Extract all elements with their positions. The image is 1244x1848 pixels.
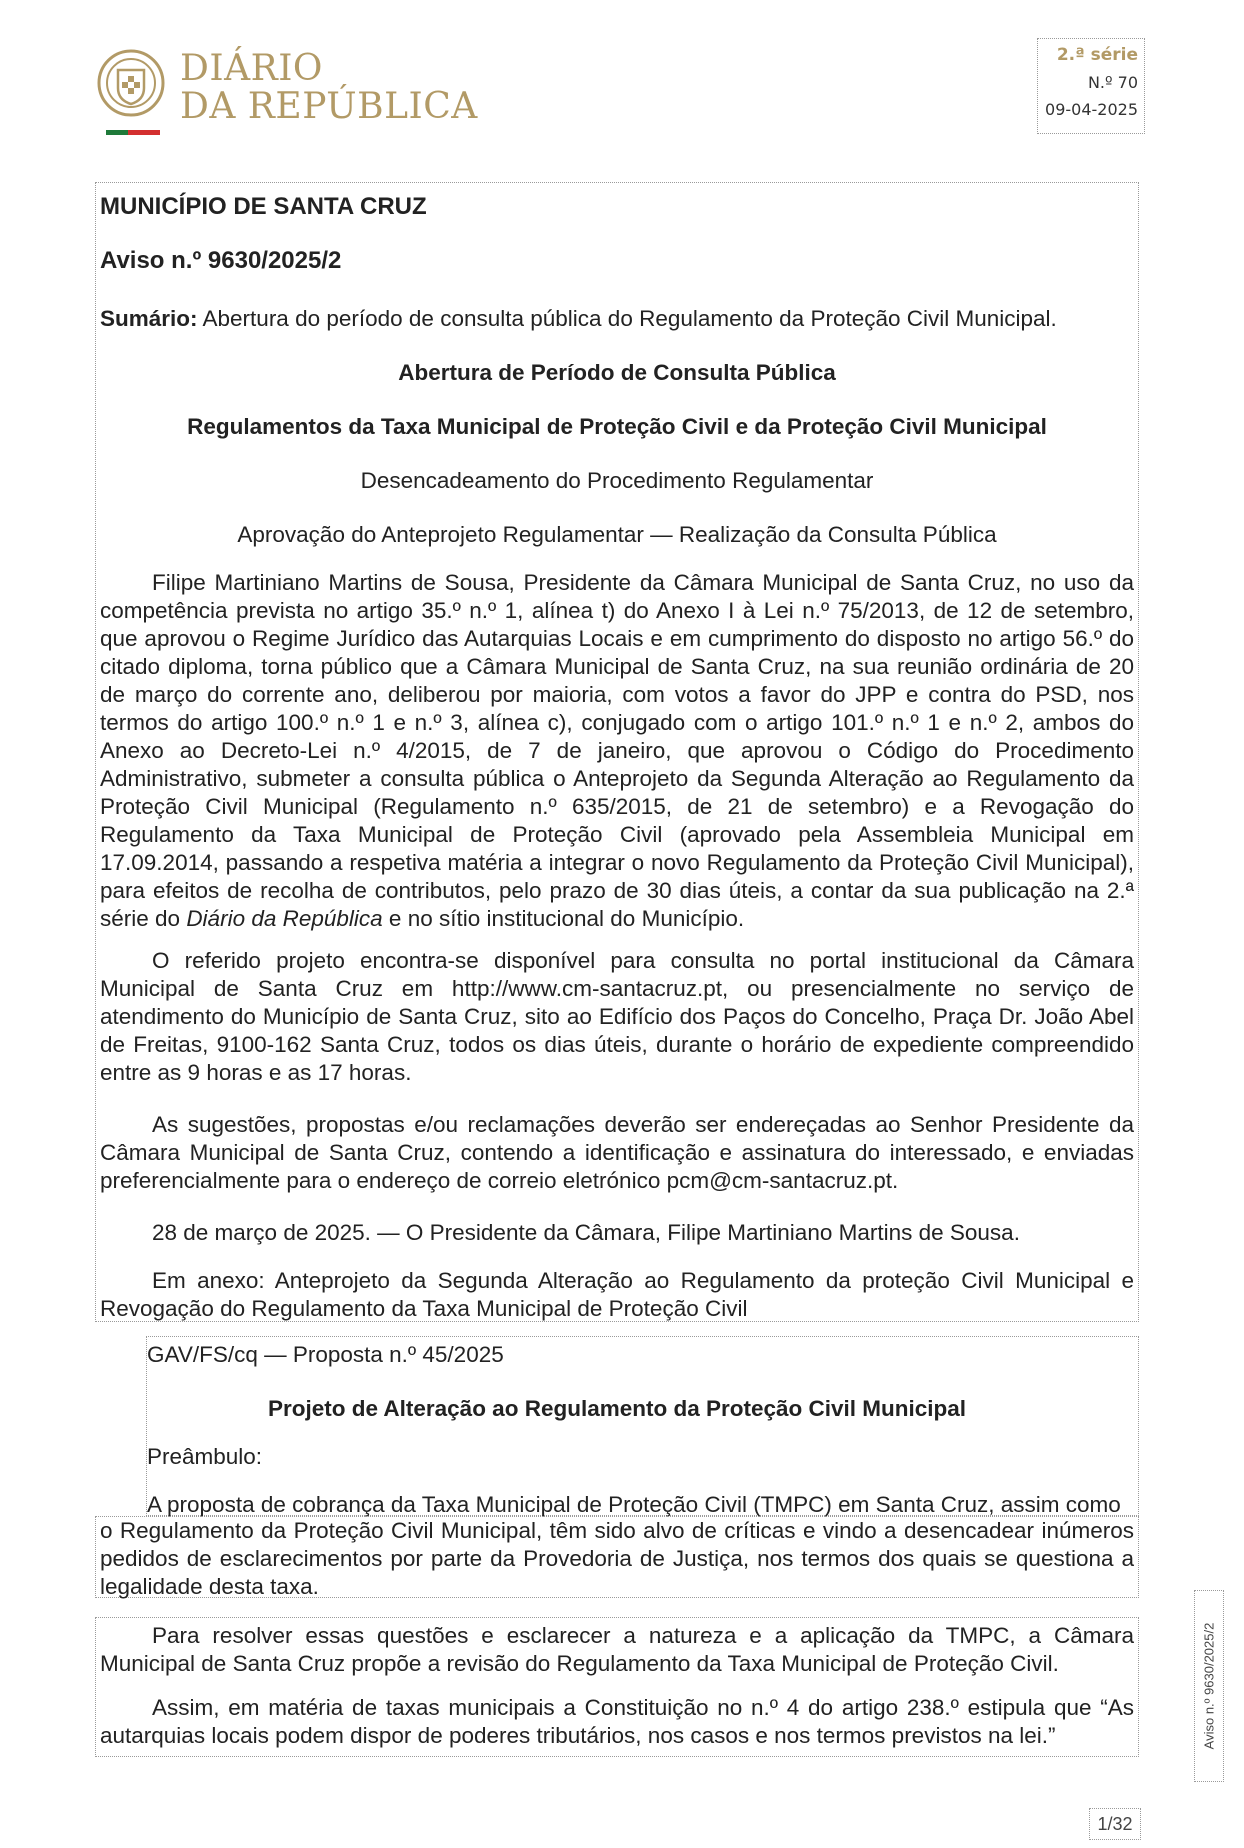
project-title: Projeto de Alteração ao Regulamento da Proteção Civil Municipal [267, 1396, 967, 1421]
notice-number: Aviso n.º 9630/2025/2 [100, 247, 342, 274]
issue-date: 09-04-2025 [1045, 100, 1138, 119]
paragraph-5-annex: Em anexo: Anteprojeto da Segunda Alteração ao Regulamento da proteção Civil Municipal e Revogação do Regulamento da Taxa Municipal de Proteção Civil [100, 1268, 1134, 1321]
brand-name: DIÁRIO DA REPÚBLICA [180, 48, 478, 127]
paragraph-2: O referido projeto encontra-se disponível para consulta no portal institucional da Câmara Municipal de Santa Cruz em http://www.cm-santacruz.pt, ou presencialmente no serviço de atendimento do Município de Santa Cruz, sito ao Edifício dos Paços do Concelho, Praça Dr. João Abel de Freitas, 9100-162 Santa Cruz, todos os dias úteis, durante o horário de expediente compreendido entre as 9 horas e as 17 horas. [100, 948, 1134, 1085]
section-title-1: Abertura de Período de Consulta Pública [398, 360, 836, 385]
preamble-label: Preâmbulo: [147, 1444, 263, 1469]
summary-text: Abertura do período de consulta pública do Regulamento da Proteção Civil Municipal. [197, 306, 1057, 331]
section-title-2: Regulamentos da Taxa Municipal de Proteção Civil e da Proteção Civil Municipal [187, 414, 1047, 439]
flag-stripe [106, 122, 160, 127]
paragraph-3: As sugestões, propostas e/ou reclamações deverão ser endereçadas ao Senhor Presidente da Câmara Municipal de Santa Cruz, contendo a identificação e assinatura do interessado, e enviadas preferencialmente para o endereço de correio eletrónico pcm@cm-santacruz.pt. [100, 1112, 1134, 1193]
edition-info [1037, 38, 1145, 134]
preamble-block-2 [95, 1617, 1139, 1757]
reference-line: GAV/FS/cq — Proposta n.º 45/2025 [147, 1342, 504, 1367]
series-label: 2.ª série [1056, 45, 1138, 65]
paragraph-1: Filipe Martiniano Martins de Sousa, Presidente da Câmara Municipal de Santa Cruz, no uso da competência prevista no artigo 35.º n.º 1, alínea t) do Anexo I à Lei n.º 75/2013, de 12 de setembro, que aprovou o Regime Jurídico das Autarquias Locais e em cumprimento do disposto no artigo 56.º do citado diploma, torna público que a Câmara Municipal de Santa Cruz, na sua reunião ordinária de 20 de março do corrente ano, deliberou por maioria, com votos a favor do JPP e contra do PSD, nos termos do artigo 100.º n.º 1 e n.º 3, alínea c), conjugado com o artigo 101.º n.º 1 e n.º 2, ambos do Anexo ao Decreto-Lei n.º 4/2015, de 7 de janeiro, que aprovou o Código do Procedimento Administrativo, submeter a consulta pública o Anteprojeto da Segunda Alteração ao Regulamento da Proteção Civil Municipal (Regulamento n.º 635/2015, de 21 de setembro) e a Revogação do Regulamento da Taxa Municipal de Proteção Civil (aprovado pela Assembleia Municipal em 17.09.2014, passando a respetiva matéria a integrar o novo Regulamento da Proteção Civil Municipal), para efeitos de recolha de contributos, pelo prazo de 30 dias úteis, a contar da sua publicação na 2.ª série do Diário da República e no sítio institucional do Município. [100, 570, 1134, 931]
preamble-continuation-block [95, 1516, 1139, 1598]
paragraph-6-first-line: A proposta de cobrança da Taxa Municipal de Proteção Civil (TMPC) em Santa Cruz, assim como [147, 1492, 1121, 1517]
subtitle-1: Desencadeamento do Procedimento Regulamentar [360, 468, 874, 493]
side-reference-label: Aviso n.º 9630/2025/2 [1194, 1590, 1224, 1782]
paragraph-7: Para resolver essas questões e esclarecer a natureza e a aplicação da TMPC, a Câmara Municipal de Santa Cruz propõe a revisão do Regulamento da Taxa Municipal de Proteção Civil. [100, 1623, 1134, 1676]
summary-label: Sumário: [100, 306, 198, 331]
issue-number: N.º 70 [1087, 73, 1138, 92]
page-number: 1/32 [1089, 1808, 1141, 1840]
coat-of-arms-icon [96, 48, 166, 118]
summary [100, 305, 1134, 333]
annex-header-block [146, 1336, 1139, 1516]
notice-block [95, 182, 1139, 1322]
paragraph-4-signature: 28 de março de 2025. — O Presidente da Câmara, Filipe Martiniano Martins de Sousa. [152, 1220, 1020, 1245]
paragraph-6-rest: o Regulamento da Proteção Civil Municipal, têm sido alvo de críticas e vindo a desencadear inúmeros pedidos de esclarecimentos por parte da Provedoria de Justiça, nos termos dos quais se questiona a legalidade desta taxa. [100, 1518, 1134, 1599]
organization-title: MUNICÍPIO DE SANTA CRUZ [100, 193, 427, 220]
diario-da-republica-logo [96, 48, 576, 128]
subtitle-2: Aprovação do Anteprojeto Regulamentar — Realização da Consulta Pública [237, 522, 997, 547]
paragraph-8: Assim, em matéria de taxas municipais a Constituição no n.º 4 do artigo 238.º estipula que “As autarquias locais podem dispor de poderes tributários, nos casos e nos termos previstos na lei.” [100, 1695, 1134, 1748]
